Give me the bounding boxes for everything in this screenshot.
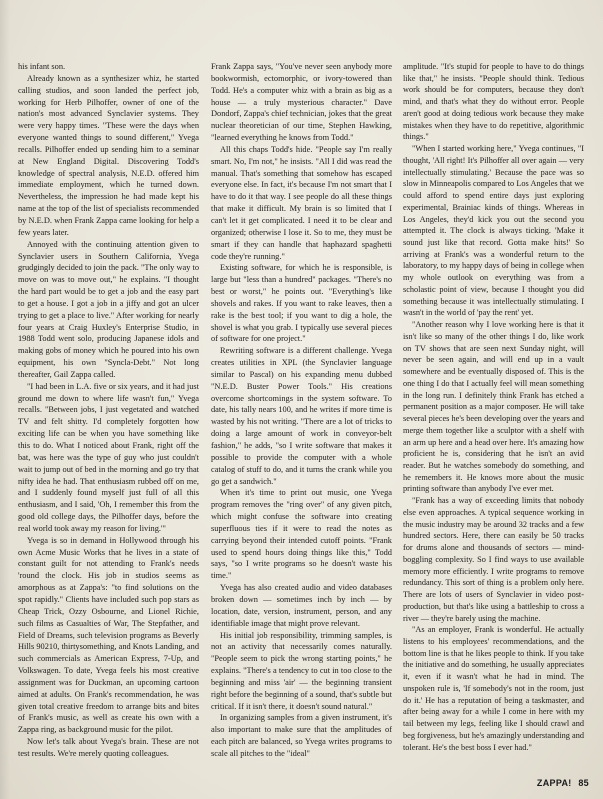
article-paragraph: When it's time to print out music, one Yvega program removes the "ring over" of any given pitch, which might confuse the software into creating superfluous ties if it were to read the notes as carrying beyond their intended cutoff points. "Frank used to spend hours doing things like this," Todd says, "so I write programs so he doesn't waste his time." [211, 488, 392, 581]
article-paragraph: Already known as a synthesizer whiz, he started calling studios, and soon landed the perfect job, working for Herb Pilhoffer, owner of one of the nation's most advanced Synclavier systems. They were very happy times. "These were the days when everyone wanted things to sound different," Yvega recalls. Pilhoffer ended up sending him to a seminar at New England Digital. Discovering Todd's knowledge of spectral analysis, N.E.D. offered him immediate employment, which he turned down. Nevertheless, the impression he had made kept his name at the top of the list of specialists recommended by N.E.D. when Frank Zappa came looking for help a few years later. [18, 73, 199, 237]
page-number: 85 [578, 778, 589, 788]
article-paragraph: his infant son. [18, 62, 66, 71]
article-paragraph: In organizing samples from a given instrument, it's also important to make sure that the amplitudes of each pitch are balanced, so Yvega writes programs to scale all pitches to the "ideal" [211, 713, 392, 758]
article-paragraph: "Frank has a way of exceeding limits that nobody else even approaches. A typical sequence working in the music industry may be around 32 tracks and a few hundred sectors. Here, there can easily be 50 tracks for drums alone and thousands of sectors — mind-boggling complexity. So I find ways to use available memory more efficiently. I write programs to remove redundancy. This sort of thing is a problem only here. There are lots of users of Synclavier in video post-production, but that's like using a battleship to cross a river — they're barely using the machine. [403, 496, 584, 623]
text-column-1 [18, 61, 199, 760]
text-column-3 [403, 61, 584, 753]
article-paragraph: Yvega is so in demand in Hollywood through his own Acme Music Works that he lives in a state of constant guilt for not attending to Frank's needs 'round the clock. His job in studios seems as amorphous as at Zappa's: "to find solutions on the spot rapidly." Clients have included such pop stars as Cheap Trick, Ozzy Osbourne, and Lionel Richie, such films as Casualties of War, The Stepfather, and Field of Dreams, such television programs as Beverly Hills 90210, thirtysomething, and Knots Landing, and such commercials as American Express, 7-Up, and Volkswagen. To date, Yvega feels his most creative assignment was for Duckman, an upcoming cartoon aimed at adults. On Frank's recommendation, he was given total creative freedom to arrange bits and bites of Frank's music, as well as create his own with a Zappa ring, as background music for the pilot. [18, 535, 199, 735]
article-paragraph: Yvega has also created audio and video databases broken down — sometimes inch by inch — by location, date, version, instrument, person, and any identifiable image that might prove relevant. [211, 583, 392, 628]
article-paragraph: Existing software, for which he is responsible, is large but "less than a hundred" packages. "There's no best or worst," he points out. "Everything's like shovels and rakes. If you want to rake leaves, then a rake is the best tool; if you want to dig a hole, the shovel is what you grab. I typically use several pieces of software for one project." [211, 263, 392, 344]
magazine-title: ZAPPA! [536, 778, 572, 788]
text-column-2 [211, 61, 392, 760]
article-paragraph: Frank Zappa says, "You've never seen anybody more bookwormish, ectomorphic, or ivory-towered than Todd. He's a computer whiz with a brain as big as a house — a truly mysterious character." Dave Dondorf, Zappa's chief technician, jokes that the great nuclear theoretician of our time, Stephen Hawking, "learned everything he knows from Todd." [211, 62, 392, 143]
page-footer [533, 778, 589, 788]
article-paragraph: amplitude. "It's stupid for people to have to do things like that," he insists. "People should think. Tedious work should be for computers, because they don't mind, and that's what they do without error. People aren't good at doing tedious work because they make mistakes when they have to do repetitive, algorithmic things." [403, 62, 584, 142]
article-paragraph: "When I started working here," Yvega continues, "I thought, 'All right! It's Pilhoffer all over again — very intellectually stimulating.' Because the pace was so slow in Minneapolis compared to Los Angeles that we could afford to spend entire days just exploring experimental, Brainiac kinds of things. Whereas in Los Angeles, they'd kick you out the second you attempted it. The clock is always ticking. 'Make it sound just like that record. Gotta make hits!' So arriving at Frank's was a wonderful return to the laboratory, to my happy days of being in college when my whole outlook on everything was from a scholastic point of view, because I thought you did something because it was intellectually stimulating. I wasn't in the world of 'pay the rent' yet. [403, 144, 584, 318]
article-paragraph: His initial job responsibility, trimming samples, is not an activity that necessarily comes naturally. "People seem to pick the wrong starting points," he explains. "There's a tendency to cut in too close to the beginning and miss 'air' — the beginning transient right before the beginning of a sound, that's subtle but critical. If it isn't there, it doesn't sound natural." [211, 630, 392, 711]
article-paragraph: "As an employer, Frank is wonderful. He actually listens to his employees' recommendations, and the bottom line is that he likes people to think. If you take the initiative and do something, he usually appreciates it, even if it wasn't what he had in mind. The unspoken rule is, 'If somebody's not in the room, just do it.' He has a reputation of being a taskmaster, and after being away for a while I come in here with my tail between my legs, feeling like I should crawl and beg forgiveness, but he's amazingly understanding and tolerant. He's the best boss I ever had." [403, 625, 584, 752]
article-paragraph: Now let's talk about Yvega's brain. These are not test results. We're merely quoting colleagues. [18, 737, 199, 758]
article-paragraph: Annoyed with the continuing attention given to Synclavier users in Southern California, Yvega grudgingly decided to join the pack. "The only way to move on was to move out," he explains. "I thought the hard part would be to get a job and the easy part to get a house. I got a job in a jiffy and got an ulcer trying to get a place to live." After working for nearly four years at Craig Huxley's Enterprise Studio, in 1988 Todd went solo, producing Japanese idols and making gobs of money which he poured into his own equipment, his own "Syncla-Debt." Not long thereafter, Gail Zappa called. [18, 239, 199, 379]
binding-shadow [0, 0, 10, 799]
article-paragraph: "I had been in L.A. five or six years, and it had just ground me down to where life wasn't fun," Yvega recalls. "Between jobs, I just vegetated and watched TV and felt shitty. I'd completely forgotten how exciting life can be when you have something like this to do. What I noticed about Frank, right off the bat, was here was the type of guy who just couldn't wait to jump out of bed in the morning and go try that nifty idea he had. That enthusiasm rubbed off on me, and I suddenly found myself just full of all this enthusiasm, and I said, 'Oh, I remember this from the good old college days, the Pilhoffer days, before the real world took away my reason for living.'" [18, 381, 199, 533]
article-paragraph: "Another reason why I love working here is that it isn't like so many of the other things I do, like work on TV shows that are seen next Sunday night, will never be seen again, and will end up in a vault somewhere and be eventually disposed of. This is the one thing I do that I actually feel will mean something in the long run. I definitely think Frank has etched a permanent position as a major composer. He will take several pieces he's been developing over the years and merge them together like a sculptor with a shelf with an arm up here and a head over here. It's amazing how proficient he is, considering that he isn't an avid reader. But he watches somebody do something, and he remembers it. He knows more about the music printing software than anybody I've ever met. [403, 320, 584, 494]
article-paragraph: All this chaps Todd's hide. "People say I'm really smart. No, I'm not," he insists. "All I did was read the manual. That's something that somehow has escaped everyone else. In fact, it's because I'm not smart that I have to do it that way. I see people do all these things that make it difficult. My brain is so limited that I can't let it get complicated. I need it to be clear and organized; otherwise I lose it. So to me, they must be smart if they can handle that haphazard spaghetti code they're running." [211, 144, 392, 261]
article-paragraph: Rewriting software is a different challenge. Yvega creates utilities in XPL (the Synclavier language similar to Pascal) on his expanding menu dubbed "N.E.D. Buster Power Tools." His creations overcome shortcomings in the system software. To date, his tally nears 100, and he writes if more time is wasted by his not writing. "There are a lot of tricks to doing a large amount of work in conveyor-belt fashion," he adds, "so I write software that makes it possible to provide the computer with a whole catalog of stuff to do, and it turns the crank while you go get a sandwich." [211, 346, 392, 486]
